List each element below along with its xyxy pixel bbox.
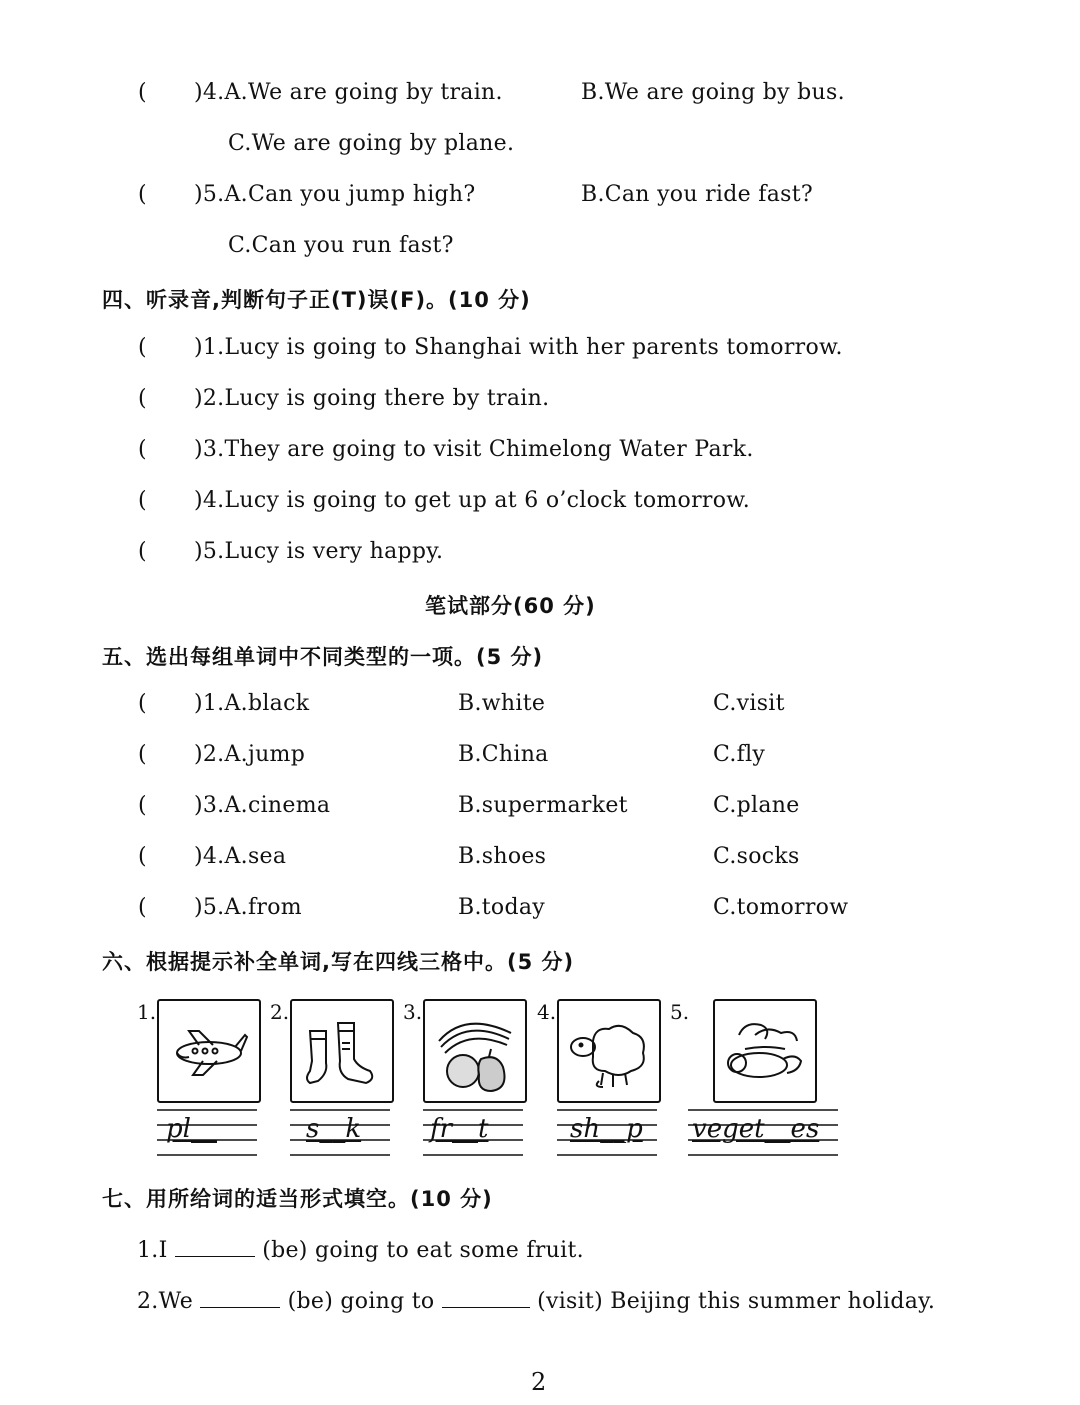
word-group-2-b: B.China [458,742,549,767]
word-group-4-c: C.socks [713,844,800,869]
word-group-1-b: B.white [458,691,546,716]
word-hint-2: s__k [306,1114,362,1144]
word-group-1-a: )1.A.black [194,691,310,716]
written-part-title: 笔试部分(60 分) [425,594,596,618]
question-5-option-c: C.Can you run fast? [228,233,454,258]
question-4-option-b: B.We are going by bus. [581,80,845,105]
answer-blank[interactable] [175,1234,255,1257]
answer-paren: ( [138,488,147,513]
question-5-option-a: )5.A.Can you jump high? [194,182,476,207]
word-group-4-b: B.shoes [458,844,547,869]
fill-question-2-end: (visit) Beijing this summer holiday. [537,1289,936,1314]
word-hint-4: sh__p [570,1114,643,1144]
item-number: 4. [537,1000,557,1024]
word-group-3-c: C.plane [713,793,800,818]
answer-paren: ( [138,80,147,105]
word-group-4-a: )4.A.sea [194,844,287,869]
answer-blank[interactable] [200,1285,280,1308]
fill-question-1 [137,1234,584,1263]
word-group-3-b: B.supermarket [458,793,628,818]
answer-paren: ( [138,742,147,767]
page-number: 2 [531,1368,547,1396]
item-number: 3. [403,1000,423,1024]
question-4-option-c: C.We are going by plane. [228,131,515,156]
tf-question-3: )3.They are going to visit Chimelong Water Park. [194,437,754,462]
answer-paren: ( [138,335,147,360]
answer-paren: ( [138,895,147,920]
item-number: 1. [137,1000,157,1024]
word-group-2-c: C.fly [713,742,766,767]
answer-paren: ( [138,844,147,869]
answer-paren: ( [138,182,147,207]
answer-paren: ( [138,437,147,462]
word-group-5-a: )5.A.from [194,895,302,920]
word-group-5-c: C.tomorrow [713,895,849,920]
item-number: 2. [270,1000,290,1024]
word-group-1-c: C.visit [713,691,785,716]
word-hint-1: pl__ [166,1114,217,1144]
word-group-2-a: )2.A.jump [194,742,306,767]
tf-question-4: )4.Lucy is going to get up at 6 o’clock tomorrow. [194,488,751,513]
vegetables-icon [713,999,817,1103]
tf-question-5: )5.Lucy is very happy. [194,539,444,564]
fill-question-2-start: 2.We [137,1289,194,1314]
fill-question-1-end: (be) going to eat some fruit. [262,1238,584,1263]
answer-paren: ( [138,539,147,564]
answer-blank[interactable] [442,1285,530,1308]
fill-question-1-start: 1.I [137,1238,168,1263]
section-7-title: 七、用所给词的适当形式填空。(10 分) [102,1187,493,1211]
section-5-title: 五、选出每组单词中不同类型的一项。(5 分) [102,645,544,669]
word-hint-5: veget__es [692,1114,820,1144]
word-group-5-b: B.today [458,895,545,920]
fill-question-2-mid: (be) going to [287,1289,435,1314]
socks-icon [290,999,394,1103]
answer-paren: ( [138,691,147,716]
question-4-option-a: )4.A.We are going by train. [194,80,503,105]
airplane-icon [157,999,261,1103]
answer-paren: ( [138,793,147,818]
sheep-icon [557,999,661,1103]
word-group-3-a: )3.A.cinema [194,793,331,818]
section-4-title: 四、听录音,判断句子正(T)误(F)。(10 分) [102,288,531,312]
section-6-title: 六、根据提示补全单词,写在四线三格中。(5 分) [102,950,575,974]
answer-paren: ( [138,386,147,411]
fill-question-2 [137,1285,935,1314]
word-hint-3: fr__t [430,1114,489,1144]
item-number: 5. [670,1000,690,1024]
question-5-option-b: B.Can you ride fast? [581,182,813,207]
tf-question-2: )2.Lucy is going there by train. [194,386,550,411]
tf-question-1: )1.Lucy is going to Shanghai with her parents tomorrow. [194,335,843,360]
fruit-icon [423,999,527,1103]
